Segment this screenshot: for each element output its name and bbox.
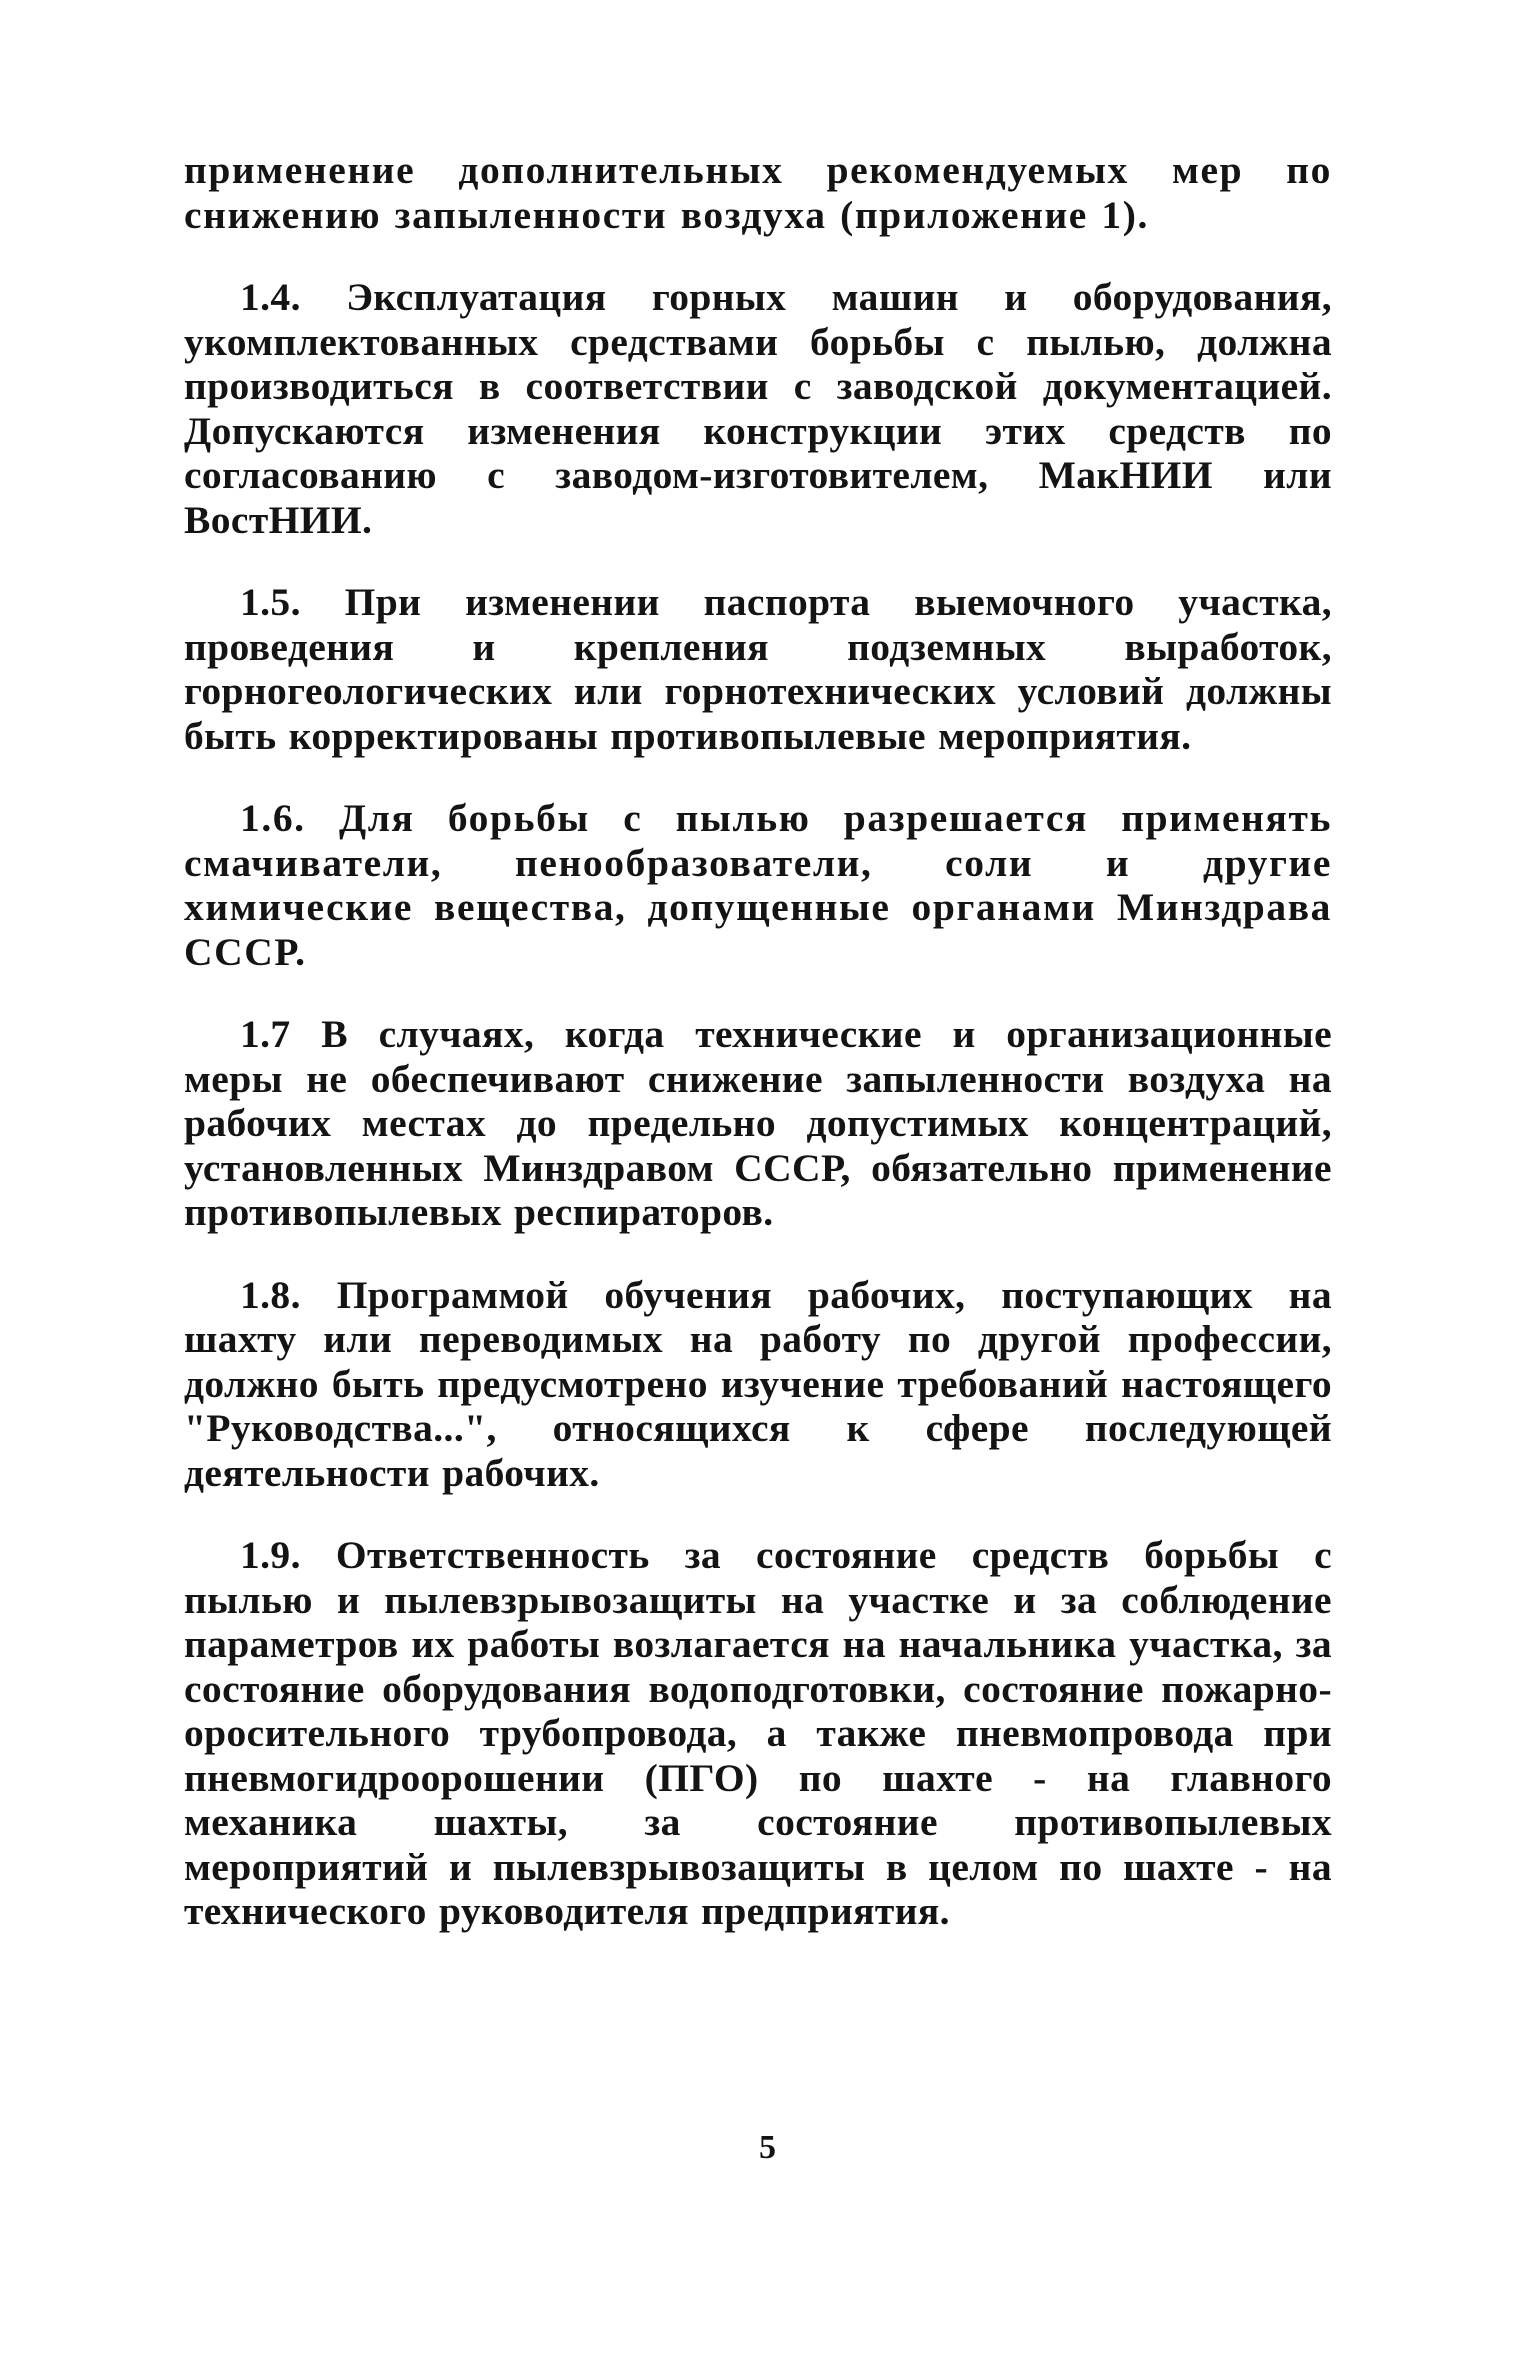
paragraph-1-7 <box>184 1012 1332 1235</box>
paragraph-text: Эксплуатация горных машин и оборудования, укомплектованных средствами борьбы с пылью, должна производиться в соответствии с заводской документацией. Допускаются изменения конструкции этих средств по согласованию с заводом-изготовителем, МакНИИ или ВостНИИ. <box>184 275 1332 542</box>
paragraph-number: 1.4. <box>240 275 301 319</box>
paragraph-1-8 <box>184 1273 1332 1496</box>
paragraph-text: Программой обучения рабочих, поступающих на шахту или переводимых на работу по другой профессии, должно быть предусмотрено изучение требований настоящего "Руководства...", относящихся к сфере последующей деятельности рабочих. <box>184 1272 1332 1495</box>
paragraph-number: 1.8. <box>240 1272 301 1317</box>
paragraph-number: 1.5. <box>240 580 301 624</box>
paragraph-number: 1.7 <box>240 1012 291 1056</box>
paragraph-number: 1.9. <box>240 1533 301 1577</box>
paragraph-text: Ответственность за состояние средств борьбы с пылью и пылевзрывозащиты на участке и за соблюдение параметров их работы возлагается на начальника участка, за состояние оборудования водоподготовки, состояние пожарно-оросительного трубопровода, а также пневмопровода при пневмогидроорошении (ПГО) по шахте - на главного механика шахты, за состояние противопылевых мероприятий и пылевзрывозащиты в целом по шахте - на технического руководителя предприятия. <box>184 1533 1333 1933</box>
paragraph-1-6 <box>184 796 1332 974</box>
document-body <box>184 148 1332 1934</box>
paragraph-1-9 <box>184 1533 1332 1934</box>
paragraph-1-4 <box>184 275 1332 542</box>
paragraph-text: При изменении паспорта выемочного участка, проведения и крепления подземных выработок, горногеологических или горнотехнических условий должны быть корректированы противопылевые мероприятия. <box>184 580 1332 758</box>
paragraph-1-5 <box>184 580 1332 758</box>
paragraph-continuation <box>184 148 1332 237</box>
paragraph-text: Для борьбы с пылью разрешается применять смачиватели, пенообразователи, соли и другие химические вещества, допущенные органами Минздрава СССР. <box>184 796 1332 974</box>
page-number: 5 <box>759 2129 776 2166</box>
paragraph-text: В случаях, когда технические и организационные меры не обеспечивают снижение запыленности воздуха на рабочих местах до предельно допустимых концентраций, установленных Минздравом СССР, обязательно применение противопылевых респираторов. <box>184 1012 1332 1234</box>
paragraph-number: 1.6. <box>240 796 306 840</box>
paragraph-text: применение дополнительных рекомендуемых мер по снижению запыленности воздуха (приложение 1). <box>184 148 1332 237</box>
